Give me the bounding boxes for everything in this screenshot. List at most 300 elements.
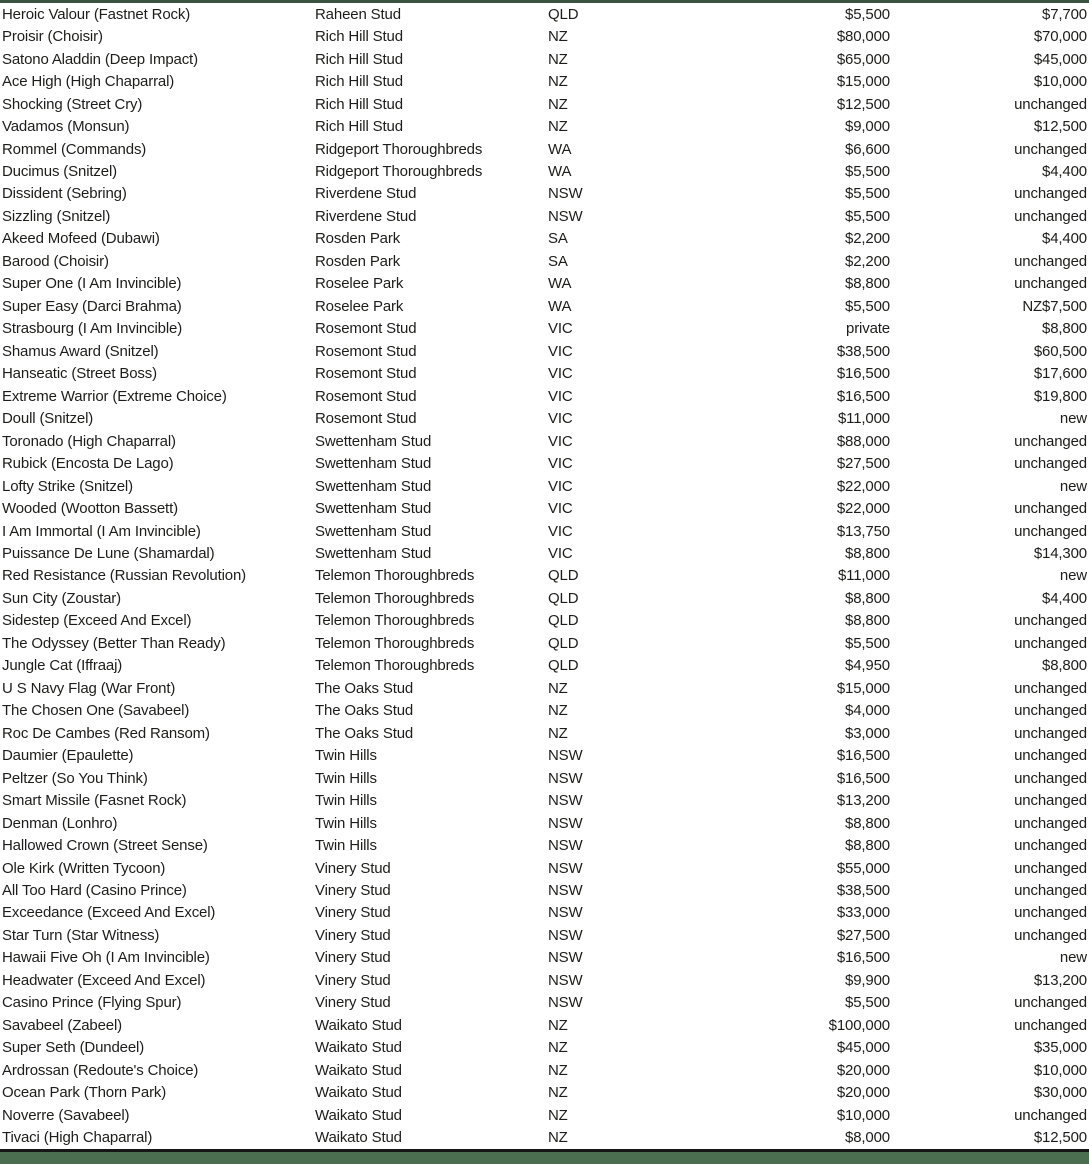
stallion-name-cell: Shocking (Street Cry) (2, 95, 143, 113)
stud-name-cell: Twin Hills (315, 747, 377, 765)
table-row (0, 542, 1089, 564)
table-row (0, 924, 1089, 946)
bottom-accent-bar (0, 1152, 1089, 1164)
fee-cell: $5,500 (845, 207, 890, 225)
fee-change-cell: unchanged (1014, 769, 1087, 787)
table-row (0, 25, 1089, 47)
fee-cell: $9,000 (845, 118, 890, 136)
fee-cell: $4,950 (845, 657, 890, 675)
stallion-name-cell: Tivaci (High Chaparral) (2, 1129, 153, 1147)
stud-name-cell: Rich Hill Stud (315, 73, 403, 91)
state-cell: NSW (548, 837, 583, 855)
stallion-name-cell: Ocean Park (Thorn Park) (2, 1084, 167, 1102)
table-row (0, 1104, 1089, 1126)
fee-cell: $33,000 (836, 904, 890, 922)
fee-cell: $27,500 (836, 455, 890, 473)
fee-cell: $5,500 (845, 994, 890, 1012)
stallion-name-cell: Ole Kirk (Written Tycoon) (2, 859, 166, 877)
stud-name-cell: Telemon Thoroughbreds (315, 634, 475, 652)
stud-name-cell: Rich Hill Stud (315, 118, 403, 136)
stud-name-cell: Waikato Stud (315, 1106, 402, 1124)
fee-change-cell: $17,600 (1033, 365, 1087, 383)
table-row (0, 902, 1089, 924)
stallion-name-cell: Doull (Snitzel) (2, 410, 94, 428)
fee-change-cell: $8,800 (1042, 320, 1087, 338)
fee-change-cell: $60,500 (1033, 342, 1087, 360)
stallion-name-cell: Wooded (Wootton Bassett) (2, 500, 178, 518)
stallion-name-cell: Hawaii Five Oh (I Am Invincible) (2, 949, 210, 967)
table-row (0, 340, 1089, 362)
state-cell: NZ (548, 1084, 568, 1102)
fee-cell: $13,200 (836, 792, 890, 810)
state-cell: WA (548, 163, 572, 181)
fee-cell: $8,800 (845, 544, 890, 562)
table-row (0, 1059, 1089, 1081)
stallion-name-cell: Vadamos (Monsun) (2, 118, 130, 136)
fee-change-cell: unchanged (1014, 500, 1087, 518)
fee-change-cell: $10,000 (1033, 73, 1087, 91)
stallion-name-cell: Dissident (Sebring) (2, 185, 127, 203)
state-cell: VIC (548, 387, 573, 405)
stallion-name-cell: Rommel (Commands) (2, 140, 147, 158)
table-row (0, 857, 1089, 879)
fee-change-cell: unchanged (1014, 1016, 1087, 1034)
table-row (0, 228, 1089, 250)
fee-change-cell: new (1059, 567, 1087, 585)
fee-change-cell: $19,800 (1033, 387, 1087, 405)
state-cell: WA (548, 275, 572, 293)
fee-cell: $10,000 (836, 1106, 890, 1124)
state-cell: NSW (548, 859, 583, 877)
stallion-name-cell: Toronado (High Chaparral) (2, 432, 176, 450)
stud-name-cell: Rosemont Stud (315, 387, 417, 405)
table-row (0, 363, 1089, 385)
stud-name-cell: Twin Hills (315, 792, 377, 810)
state-cell: NZ (548, 679, 568, 697)
fee-change-cell: $12,500 (1033, 118, 1087, 136)
fee-change-cell: unchanged (1014, 926, 1087, 944)
table-row (0, 497, 1089, 519)
stallion-name-cell: Smart Missile (Fasnet Rock) (2, 792, 187, 810)
stallion-name-cell: Sizzling (Snitzel) (2, 207, 111, 225)
fee-cell: $2,200 (845, 230, 890, 248)
fee-change-cell: unchanged (1014, 522, 1087, 540)
fee-cell: $15,000 (836, 73, 890, 91)
state-cell: NSW (548, 971, 583, 989)
fee-cell: $16,500 (836, 365, 890, 383)
stud-name-cell: Rosemont Stud (315, 320, 417, 338)
fee-cell: $20,000 (836, 1061, 890, 1079)
table-row (0, 834, 1089, 856)
fee-cell: $27,500 (836, 926, 890, 944)
fee-cell: $88,000 (836, 432, 890, 450)
fee-cell: $65,000 (836, 50, 890, 68)
stallion-name-cell: Strasbourg (I Am Invincible) (2, 320, 183, 338)
fee-cell: $5,500 (845, 297, 890, 315)
stud-name-cell: Ridgeport Thoroughbreds (315, 163, 483, 181)
state-cell: NZ (548, 1106, 568, 1124)
fee-change-cell: unchanged (1014, 275, 1087, 293)
fee-change-cell: unchanged (1014, 140, 1087, 158)
stud-name-cell: Telemon Thoroughbreds (315, 589, 475, 607)
table-row (0, 407, 1089, 429)
stallion-name-cell: Super Seth (Dundeel) (2, 1039, 145, 1057)
fee-change-cell: unchanged (1014, 252, 1087, 270)
fee-change-cell: unchanged (1014, 1106, 1087, 1124)
stud-name-cell: Swettenham Stud (315, 432, 432, 450)
fee-change-cell: $45,000 (1033, 50, 1087, 68)
stud-name-cell: Ridgeport Thoroughbreds (315, 140, 483, 158)
fee-change-cell: new (1059, 949, 1087, 967)
fee-change-cell: unchanged (1014, 679, 1087, 697)
state-cell: QLD (548, 567, 579, 585)
stud-name-cell: Vinery Stud (315, 859, 391, 877)
fee-change-cell: $30,000 (1033, 1084, 1087, 1102)
stud-name-cell: Waikato Stud (315, 1016, 402, 1034)
fee-change-cell: $8,800 (1042, 657, 1087, 675)
table-row (0, 677, 1089, 699)
state-cell: NSW (548, 792, 583, 810)
fee-cell: $8,800 (845, 837, 890, 855)
table-row (0, 812, 1089, 834)
state-cell: NZ (548, 724, 568, 742)
fee-cell: $38,500 (836, 342, 890, 360)
table-row (0, 93, 1089, 115)
table-row (0, 250, 1089, 272)
fee-change-cell: unchanged (1014, 185, 1087, 203)
stud-name-cell: The Oaks Stud (315, 679, 414, 697)
table-row (0, 295, 1089, 317)
stud-name-cell: Rosden Park (315, 230, 401, 248)
stallion-name-cell: Rubick (Encosta De Lago) (2, 455, 174, 473)
state-cell: QLD (548, 589, 579, 607)
stallion-name-cell: Jungle Cat (Iffraaj) (2, 657, 123, 675)
stallion-name-cell: The Odyssey (Better Than Ready) (2, 634, 226, 652)
stallion-name-cell: Noverre (Savabeel) (2, 1106, 130, 1124)
stud-name-cell: Rich Hill Stud (315, 95, 403, 113)
stallion-name-cell: I Am Immortal (I Am Invincible) (2, 522, 201, 540)
fee-change-cell: NZ$7,500 (1022, 297, 1087, 315)
fee-cell: $22,000 (836, 500, 890, 518)
state-cell: VIC (548, 522, 573, 540)
state-cell: VIC (548, 477, 573, 495)
state-cell: NZ (548, 1039, 568, 1057)
state-cell: NZ (548, 28, 568, 46)
fee-cell: $5,500 (845, 634, 890, 652)
table-row (0, 183, 1089, 205)
fee-cell: $16,500 (836, 769, 890, 787)
fee-change-cell: unchanged (1014, 724, 1087, 742)
table-row (0, 205, 1089, 227)
stud-name-cell: Twin Hills (315, 814, 377, 832)
stallion-name-cell: Proisir (Choisir) (2, 28, 103, 46)
stud-name-cell: Waikato Stud (315, 1039, 402, 1057)
table-row (0, 160, 1089, 182)
table-row (0, 744, 1089, 766)
state-cell: VIC (548, 342, 573, 360)
stud-name-cell: Vinery Stud (315, 882, 391, 900)
fee-cell: $4,000 (845, 702, 890, 720)
stud-name-cell: Telemon Thoroughbreds (315, 612, 475, 630)
stud-name-cell: Roselee Park (315, 275, 404, 293)
stud-name-cell: Rosemont Stud (315, 342, 417, 360)
fee-change-cell: $4,400 (1042, 163, 1087, 181)
stallion-name-cell: Headwater (Exceed And Excel) (2, 971, 206, 989)
stud-name-cell: Vinery Stud (315, 994, 391, 1012)
stallion-name-cell: Denman (Lonhro) (2, 814, 118, 832)
stud-name-cell: Rosemont Stud (315, 365, 417, 383)
fee-change-cell: unchanged (1014, 747, 1087, 765)
fee-cell: $15,000 (836, 679, 890, 697)
table-row (0, 1037, 1089, 1059)
table-row (0, 3, 1089, 25)
table-row (0, 1014, 1089, 1036)
table-row (0, 992, 1089, 1014)
table-row (0, 947, 1089, 969)
fee-cell: $38,500 (836, 882, 890, 900)
fee-change-cell: unchanged (1014, 455, 1087, 473)
fee-change-cell: new (1059, 477, 1087, 495)
table-row (0, 879, 1089, 901)
stallion-name-cell: Peltzer (So You Think) (2, 769, 148, 787)
stud-name-cell: Vinery Stud (315, 904, 391, 922)
table-row (0, 969, 1089, 991)
state-cell: NZ (548, 702, 568, 720)
state-cell: QLD (548, 612, 579, 630)
stallion-name-cell: All Too Hard (Casino Prince) (2, 882, 187, 900)
state-cell: QLD (548, 634, 579, 652)
fee-change-cell: unchanged (1014, 612, 1087, 630)
fee-change-cell: unchanged (1014, 634, 1087, 652)
stud-name-cell: Waikato Stud (315, 1061, 402, 1079)
fee-change-cell: unchanged (1014, 207, 1087, 225)
state-cell: SA (548, 252, 568, 270)
fee-change-cell: unchanged (1014, 814, 1087, 832)
fee-change-cell: $4,400 (1042, 230, 1087, 248)
stud-name-cell: The Oaks Stud (315, 702, 414, 720)
fee-cell: $2,200 (845, 252, 890, 270)
stud-name-cell: Telemon Thoroughbreds (315, 567, 475, 585)
state-cell: VIC (548, 544, 573, 562)
fee-cell: $11,000 (837, 410, 890, 428)
fee-cell: $16,500 (836, 387, 890, 405)
state-cell: NZ (548, 50, 568, 68)
table-row (0, 1126, 1089, 1148)
fee-cell: $11,000 (837, 567, 890, 585)
fee-change-cell: unchanged (1014, 702, 1087, 720)
state-cell: NSW (548, 747, 583, 765)
state-cell: NSW (548, 185, 583, 203)
stallion-name-cell: Casino Prince (Flying Spur) (2, 994, 182, 1012)
state-cell: VIC (548, 455, 573, 473)
stud-name-cell: Swettenham Stud (315, 500, 432, 518)
fee-cell: $100,000 (828, 1016, 890, 1034)
table-row (0, 115, 1089, 137)
stud-name-cell: Raheen Stud (315, 5, 401, 23)
stud-name-cell: Vinery Stud (315, 949, 391, 967)
stallion-name-cell: Satono Aladdin (Deep Impact) (2, 50, 198, 68)
table-row (0, 520, 1089, 542)
state-cell: VIC (548, 432, 573, 450)
state-cell: NSW (548, 994, 583, 1012)
fee-cell: $5,500 (845, 185, 890, 203)
stud-name-cell: Swettenham Stud (315, 477, 432, 495)
table-row (0, 70, 1089, 92)
stud-fee-table (0, 3, 1089, 1149)
stallion-name-cell: Barood (Choisir) (2, 252, 109, 270)
fee-change-cell: $12,500 (1033, 1129, 1087, 1147)
table-row (0, 767, 1089, 789)
stallion-name-cell: Super Easy (Darci Brahma) (2, 297, 182, 315)
fee-change-cell: unchanged (1014, 792, 1087, 810)
fee-change-cell: unchanged (1014, 837, 1087, 855)
stud-name-cell: The Oaks Stud (315, 724, 414, 742)
state-cell: NSW (548, 814, 583, 832)
table-row (0, 565, 1089, 587)
stallion-name-cell: Sidestep (Exceed And Excel) (2, 612, 192, 630)
stallion-name-cell: The Chosen One (Savabeel) (2, 702, 190, 720)
fee-cell: $45,000 (836, 1039, 890, 1057)
fee-cell: $3,000 (845, 724, 890, 742)
state-cell: VIC (548, 410, 573, 428)
stallion-name-cell: Ace High (High Chaparral) (2, 73, 175, 91)
stallion-name-cell: Roc De Cambes (Red Ransom) (2, 724, 210, 742)
stud-name-cell: Riverdene Stud (315, 207, 417, 225)
state-cell: NZ (548, 73, 568, 91)
state-cell: NSW (548, 926, 583, 944)
stallion-name-cell: Puissance De Lune (Shamardal) (2, 544, 215, 562)
fee-cell: $12,500 (836, 95, 890, 113)
stallion-name-cell: Exceedance (Exceed And Excel) (2, 904, 216, 922)
fee-cell: $13,750 (836, 522, 890, 540)
state-cell: WA (548, 297, 572, 315)
stallion-name-cell: Heroic Valour (Fastnet Rock) (2, 5, 191, 23)
fee-change-cell: $4,400 (1042, 589, 1087, 607)
fee-cell: $8,800 (845, 589, 890, 607)
fee-change-cell: $14,300 (1033, 544, 1087, 562)
stallion-name-cell: Ardrossan (Redoute's Choice) (2, 1061, 199, 1079)
fee-change-cell: $10,000 (1033, 1061, 1087, 1079)
stud-name-cell: Swettenham Stud (315, 522, 432, 540)
fee-cell: $16,500 (836, 747, 890, 765)
state-cell: NSW (548, 904, 583, 922)
stud-name-cell: Telemon Thoroughbreds (315, 657, 475, 675)
stud-name-cell: Rosden Park (315, 252, 401, 270)
fee-cell: $8,000 (845, 1129, 890, 1147)
stud-name-cell: Vinery Stud (315, 926, 391, 944)
stud-name-cell: Riverdene Stud (315, 185, 417, 203)
state-cell: NSW (548, 769, 583, 787)
table-row (0, 587, 1089, 609)
fee-cell: $5,500 (845, 5, 890, 23)
fee-change-cell: unchanged (1014, 859, 1087, 877)
table-row (0, 632, 1089, 654)
stud-name-cell: Twin Hills (315, 769, 377, 787)
state-cell: VIC (548, 320, 573, 338)
fee-cell: $20,000 (836, 1084, 890, 1102)
table-row (0, 1082, 1089, 1104)
stallion-name-cell: Red Resistance (Russian Revolution) (2, 567, 247, 585)
fee-cell: $8,800 (845, 275, 890, 293)
table-row (0, 475, 1089, 497)
stallion-name-cell: Ducimus (Snitzel) (2, 163, 117, 181)
table-row (0, 318, 1089, 340)
state-cell: NZ (548, 95, 568, 113)
stud-name-cell: Waikato Stud (315, 1084, 402, 1102)
table-row (0, 385, 1089, 407)
state-cell: NZ (548, 118, 568, 136)
state-cell: SA (548, 230, 568, 248)
table-row (0, 452, 1089, 474)
stud-name-cell: Rich Hill Stud (315, 50, 403, 68)
stud-name-cell: Swettenham Stud (315, 544, 432, 562)
stud-name-cell: Rich Hill Stud (315, 28, 403, 46)
stud-name-cell: Roselee Park (315, 297, 404, 315)
state-cell: NSW (548, 207, 583, 225)
stud-name-cell: Twin Hills (315, 837, 377, 855)
stallion-name-cell: Shamus Award (Snitzel) (2, 342, 159, 360)
stallion-name-cell: U S Navy Flag (War Front) (2, 679, 176, 697)
stallion-name-cell: Savabeel (Zabeel) (2, 1016, 123, 1034)
fee-cell: $8,800 (845, 814, 890, 832)
fee-cell: $9,900 (845, 971, 890, 989)
state-cell: VIC (548, 500, 573, 518)
stallion-name-cell: Lofty Strike (Snitzel) (2, 477, 133, 495)
stud-name-cell: Vinery Stud (315, 971, 391, 989)
fee-cell: $55,000 (836, 859, 890, 877)
table-row (0, 610, 1089, 632)
fee-change-cell: unchanged (1014, 432, 1087, 450)
table-row (0, 700, 1089, 722)
state-cell: WA (548, 140, 572, 158)
fee-cell: $6,600 (845, 140, 890, 158)
stallion-name-cell: Daumier (Epaulette) (2, 747, 134, 765)
fee-change-cell: $70,000 (1033, 28, 1087, 46)
table-row (0, 722, 1089, 744)
state-cell: NZ (548, 1061, 568, 1079)
state-cell: NZ (548, 1129, 568, 1147)
state-cell: QLD (548, 5, 579, 23)
state-cell: QLD (548, 657, 579, 675)
fee-cell: $22,000 (836, 477, 890, 495)
table-row (0, 273, 1089, 295)
fee-change-cell: unchanged (1014, 95, 1087, 113)
state-cell: VIC (548, 365, 573, 383)
state-cell: NZ (548, 1016, 568, 1034)
fee-change-cell: $13,200 (1033, 971, 1087, 989)
fee-cell: $16,500 (836, 949, 890, 967)
stallion-name-cell: Hallowed Crown (Street Sense) (2, 837, 208, 855)
fee-cell: $80,000 (836, 28, 890, 46)
fee-change-cell: $7,700 (1042, 5, 1087, 23)
table-row (0, 655, 1089, 677)
stallion-name-cell: Star Turn (Star Witness) (2, 926, 160, 944)
table-row (0, 430, 1089, 452)
fee-change-cell: unchanged (1014, 882, 1087, 900)
stallion-name-cell: Akeed Mofeed (Dubawi) (2, 230, 160, 248)
fee-change-cell: $35,000 (1033, 1039, 1087, 1057)
stallion-name-cell: Hanseatic (Street Boss) (2, 365, 157, 383)
stud-name-cell: Rosemont Stud (315, 410, 417, 428)
table-row (0, 48, 1089, 70)
table-row (0, 789, 1089, 811)
stallion-name-cell: Sun City (Zoustar) (2, 589, 121, 607)
stud-name-cell: Swettenham Stud (315, 455, 432, 473)
table-row (0, 138, 1089, 160)
fee-change-cell: new (1059, 410, 1087, 428)
stud-name-cell: Waikato Stud (315, 1129, 402, 1147)
state-cell: NSW (548, 949, 583, 967)
